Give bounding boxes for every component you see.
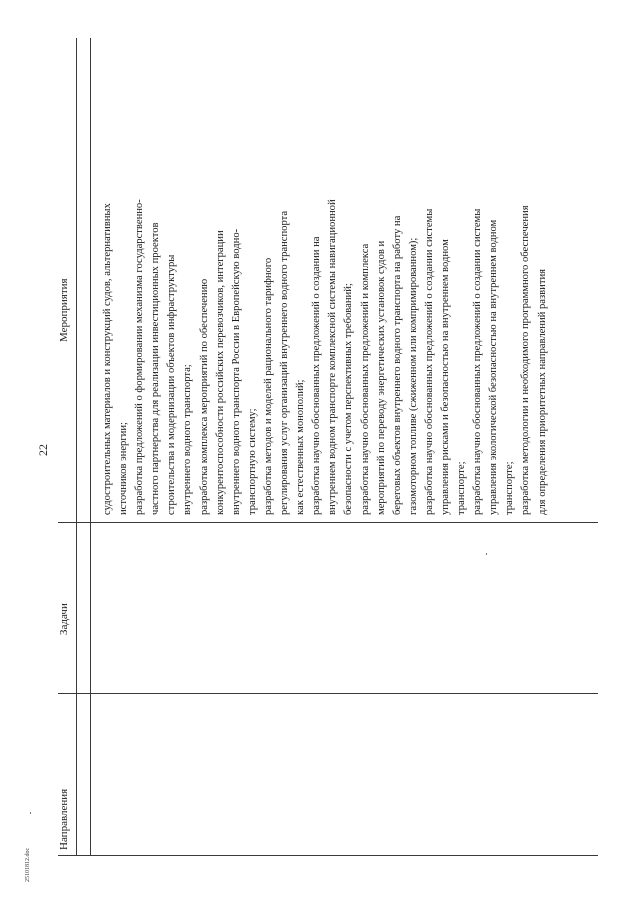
- scan-speck: [30, 812, 31, 814]
- measures-line: судостроительных материалов и конструкций судов, альтернативных: [102, 203, 113, 515]
- column-separator-2: [58, 522, 598, 523]
- measures-cell: [100, 55, 551, 515]
- measures-line: разработка научно обоснованных предложений о создании системы: [423, 208, 435, 515]
- measures-line: транспорте;: [456, 461, 468, 515]
- measures-line: транспорте;: [504, 461, 516, 515]
- measures-line: разработка предложений о формировании механизма государственно-: [134, 199, 146, 515]
- measures-line: источников энергии;: [118, 422, 130, 515]
- measures-line: частного партнерства для реализации инвестиционных проектов: [150, 222, 162, 515]
- measures-line: управления рисками и безопасностью на внутреннем водном: [439, 239, 451, 515]
- measures-line: транспортную систему;: [246, 408, 258, 515]
- column-separator-1: [58, 693, 598, 694]
- column-header-directions: Направления: [58, 788, 70, 850]
- measures-line: внутреннего водного транспорта России в Европейскую водно-: [230, 228, 242, 515]
- measures-line: разработка научно обоснованных предложений о создании на: [311, 236, 323, 515]
- measures-line: управления экологической безопасностью на внутреннем водном: [488, 219, 500, 515]
- table-bottom-border: [58, 855, 598, 856]
- measures-line: строительства и модернизации объектов инфраструктуры: [166, 254, 178, 515]
- measures-line: конкурентоспособности российских перевозчиков, интеграции: [214, 230, 226, 515]
- measures-line: разработка научно обоснованных предложений и комплекса: [359, 243, 371, 515]
- document-footer-code: 25101812.doc: [25, 847, 31, 882]
- measures-line: береговых объектов внутреннего водного транспорта на работу на: [391, 215, 403, 515]
- measures-line: разработка методологии и необходимого программного обеспечения: [520, 205, 532, 515]
- header-row-separator: [76, 38, 77, 855]
- measures-line: регулирования услуг организаций внутреннего водного транспорта: [279, 210, 291, 515]
- scan-speck: [486, 553, 487, 555]
- measures-line: безопасности с учетом перспективных требований;: [343, 283, 355, 515]
- measures-line: для определения приоритетных направлений развития: [536, 269, 548, 515]
- column-header-measures: Мероприятия: [58, 278, 70, 342]
- measures-line: как естественных монополий;: [295, 379, 307, 515]
- measures-line: внутреннем водном транспорте комплексной системы навигационной: [327, 199, 339, 515]
- measures-line: внутреннего водного транспорта;: [182, 364, 194, 515]
- column-header-tasks: Задачи: [58, 603, 70, 635]
- measures-line: разработка научно обоснованных предложений о создании системы: [472, 208, 484, 515]
- measures-line: разработка методов и моделей рационального тарифного: [262, 257, 274, 515]
- measures-line: разработка комплекса мероприятий по обеспечению: [198, 278, 210, 515]
- page-number: 22: [36, 444, 50, 456]
- measures-line: мероприятий по переводу энергетических установок судов и: [375, 240, 387, 515]
- table-left-border: [90, 38, 91, 855]
- measures-line: газомоторном топливе (сжиженном или компримированном);: [407, 237, 419, 515]
